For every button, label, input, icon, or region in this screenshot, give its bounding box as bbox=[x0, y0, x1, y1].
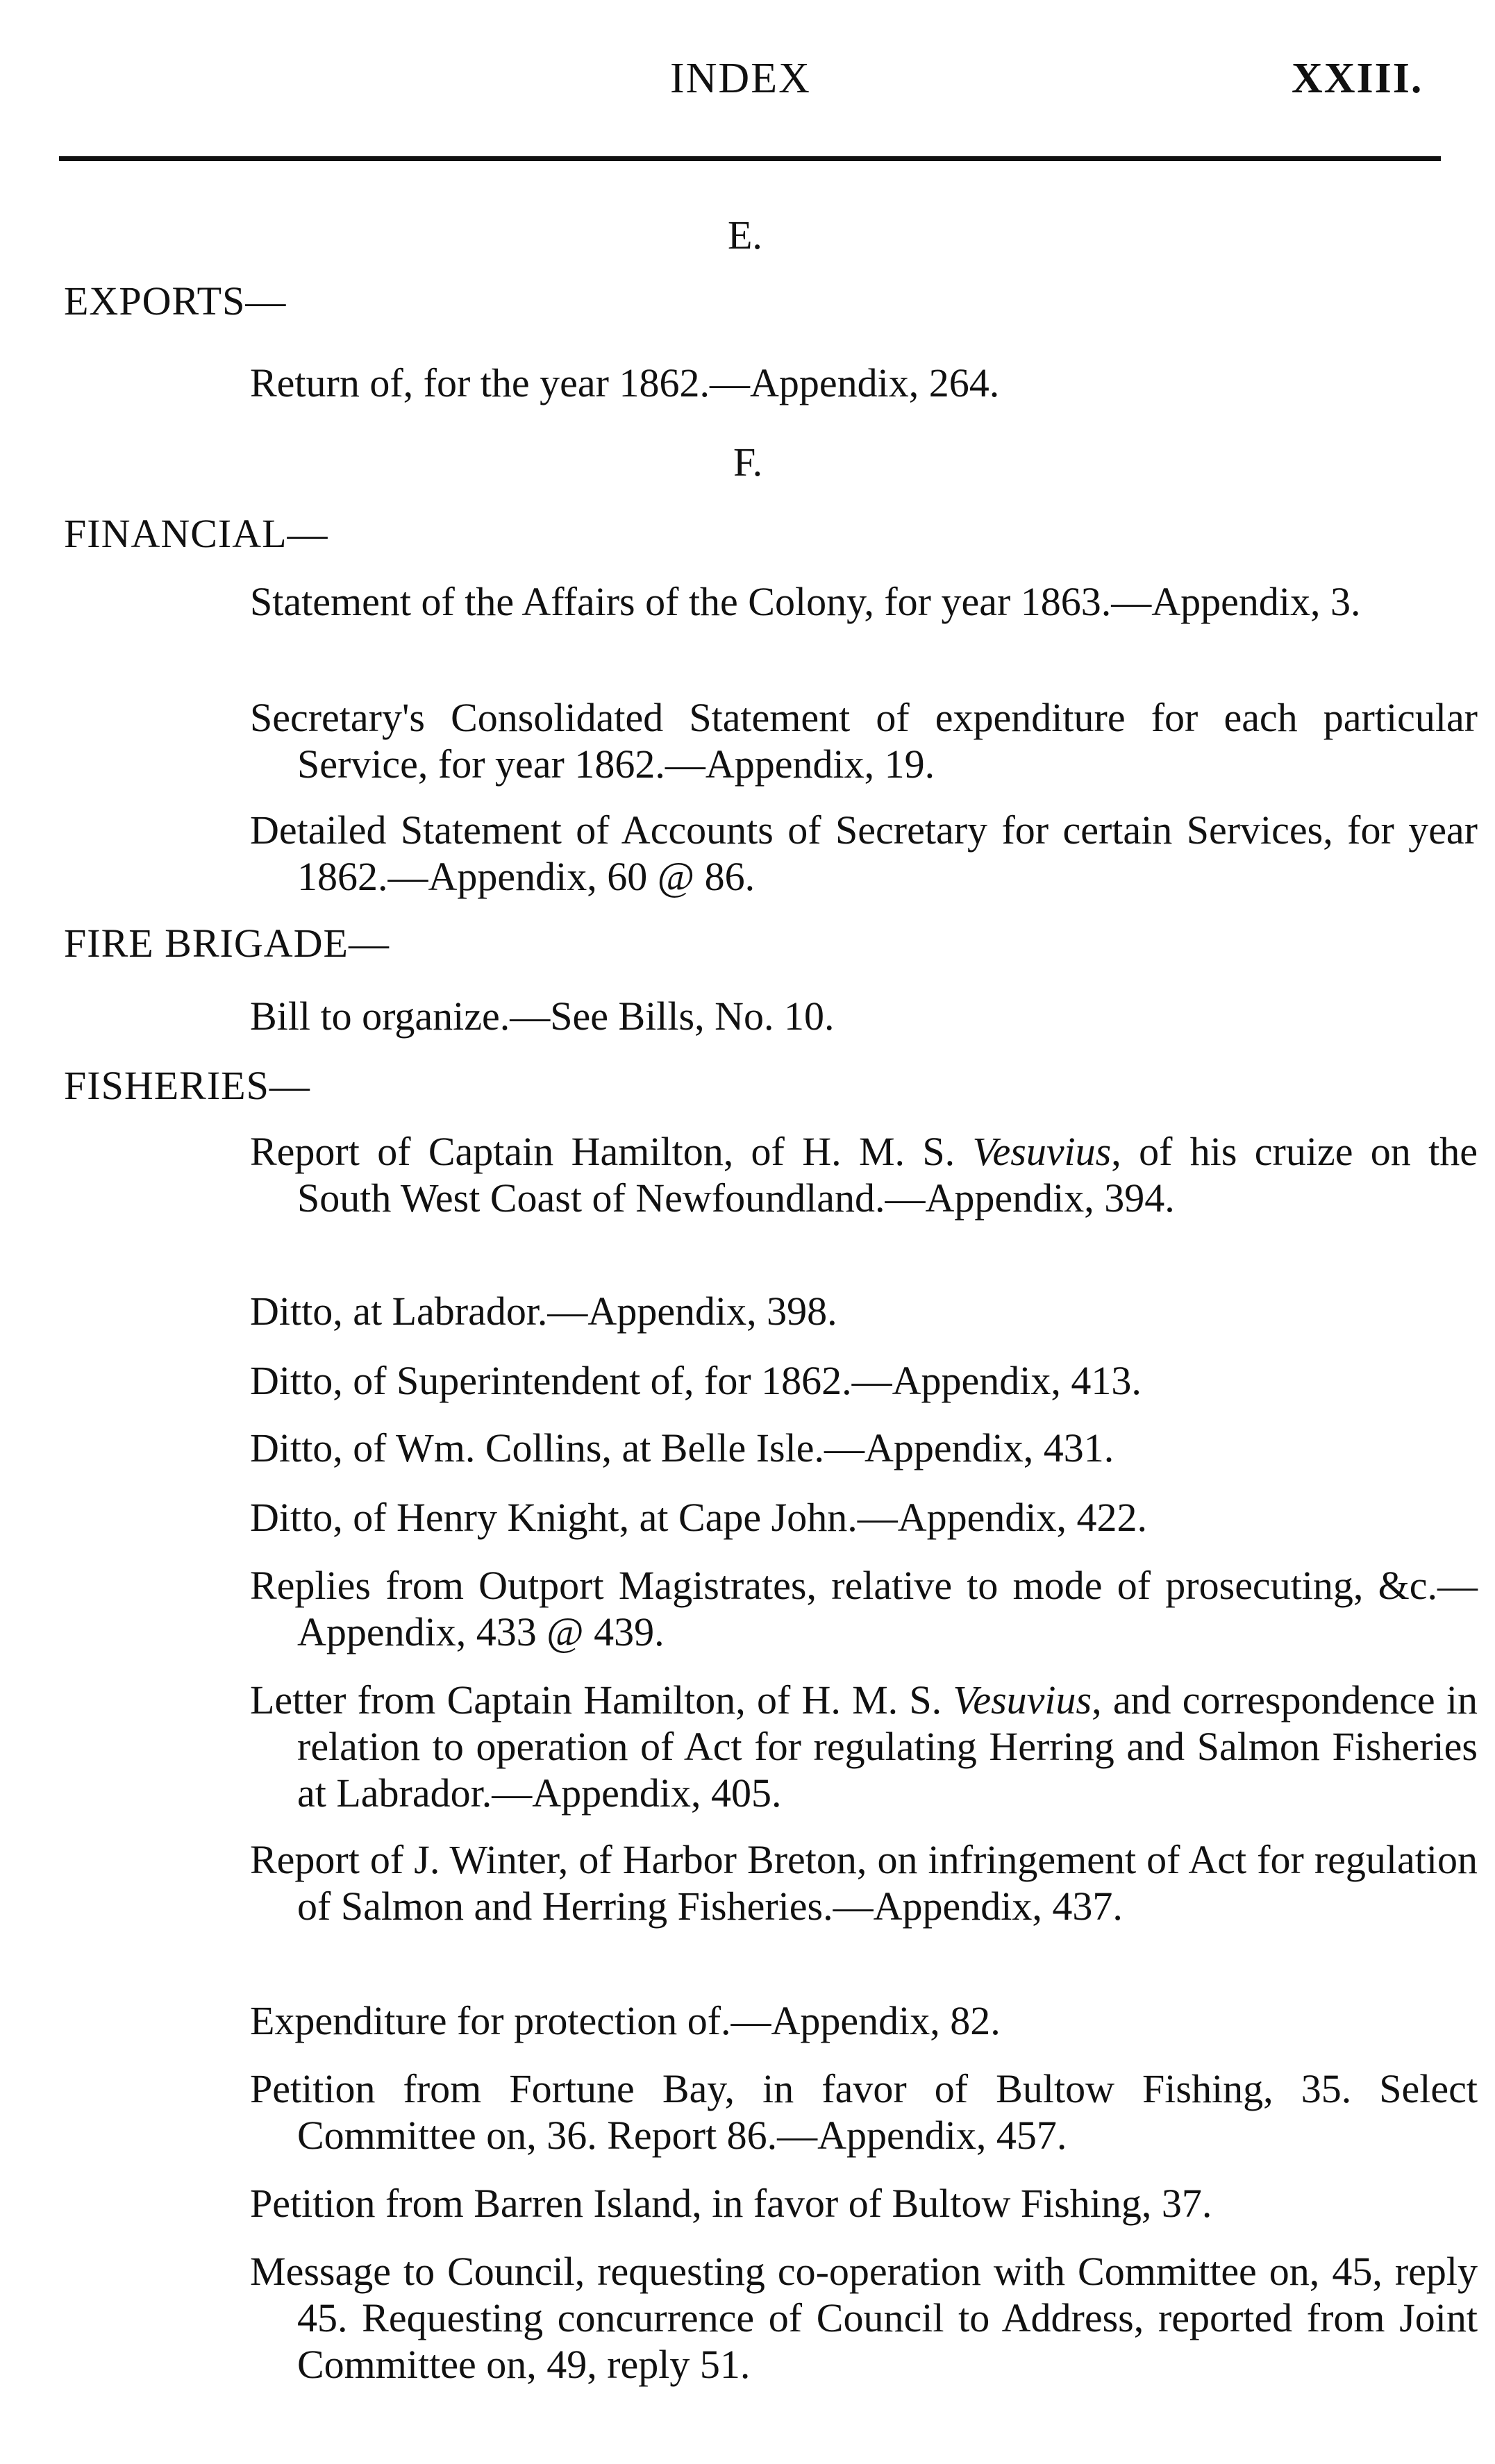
list-item: Expenditure for protection of.—Appendix, 82. bbox=[250, 1998, 1001, 2043]
running-head bbox=[0, 54, 1495, 110]
list-item: Ditto, of Superintendent of, for 1862.—Appendix, 413. bbox=[250, 1358, 1142, 1403]
heading-fisheries: FISHERIES— bbox=[64, 1063, 310, 1108]
entry-text: , and correspondence in relation to operation of Act for regulating Herring and Salmon Fisheries at Labrador.—Appendix, 405. bbox=[297, 1677, 1478, 1816]
entry-text: , of his cruize on the South West Coast of Newfoundland.—Appendix, 394. bbox=[297, 1129, 1478, 1221]
list-item: Ditto, of Wm. Collins, at Belle Isle.—Appendix, 431. bbox=[250, 1425, 1114, 1470]
list-item: Petition from Barren Island, in favor of Bultow Fishing, 37. bbox=[250, 2181, 1212, 2226]
list-item: Detailed Statement of Accounts of Secretary for certain Services, for year 1862.—Appendix, 60 @ 86. bbox=[250, 807, 1478, 899]
ship-name: Vesuvius bbox=[953, 1677, 1092, 1723]
list-item: Message to Council, requesting co-operation with Committee on, 45, reply 45. Requesting concurrence of Council to Address, reported from Joint Committee on, 49, reply 51. bbox=[250, 2249, 1478, 2387]
section-letter-e: E. bbox=[728, 212, 762, 258]
page-number: XXIII. bbox=[1292, 55, 1423, 102]
section-letter-f: F. bbox=[733, 439, 763, 485]
ship-name: Vesuvius bbox=[972, 1129, 1112, 1174]
list-item: Replies from Outport Magistrates, relative to mode of prosecuting, &c.—Appendix, 433 @ 439. bbox=[250, 1563, 1478, 1654]
list-item: Return of, for the year 1862.—Appendix, 264. bbox=[250, 360, 1000, 405]
list-item: Bill to organize.—See Bills, No. 10. bbox=[250, 994, 835, 1039]
entry-text: Report of Captain Hamilton, of H. M. S. bbox=[250, 1129, 973, 1174]
heading-fire-brigade: FIRE BRIGADE— bbox=[64, 921, 390, 966]
list-item bbox=[250, 1128, 1478, 1221]
list-item bbox=[250, 1677, 1478, 1816]
list-item: Secretary's Consolidated Statement of expenditure for each particular Service, for year 1862.—Appendix, 19. bbox=[250, 695, 1478, 787]
list-item: Statement of the Affairs of the Colony, for year 1863.—Appendix, 3. bbox=[250, 579, 1361, 624]
page-title: INDEX bbox=[670, 55, 811, 102]
heading-financial: FINANCIAL— bbox=[64, 511, 328, 556]
entry-text: Letter from Captain Hamilton, of H. M. S. bbox=[250, 1677, 953, 1723]
list-item: Ditto, at Labrador.—Appendix, 398. bbox=[250, 1289, 837, 1334]
list-item: Ditto, of Henry Knight, at Cape John.—Appendix, 422. bbox=[250, 1495, 1147, 1540]
header-rule bbox=[59, 156, 1441, 161]
heading-exports: EXPORTS— bbox=[64, 278, 287, 324]
list-item: Report of J. Winter, of Harbor Breton, on infringement of Act for regulation of Salmon and Herring Fisheries.—Appendix, 437. bbox=[250, 1837, 1478, 1929]
list-item: Petition from Fortune Bay, in favor of Bultow Fishing, 35. Select Committee on, 36. Report 86.—Appendix, 457. bbox=[250, 2066, 1478, 2158]
